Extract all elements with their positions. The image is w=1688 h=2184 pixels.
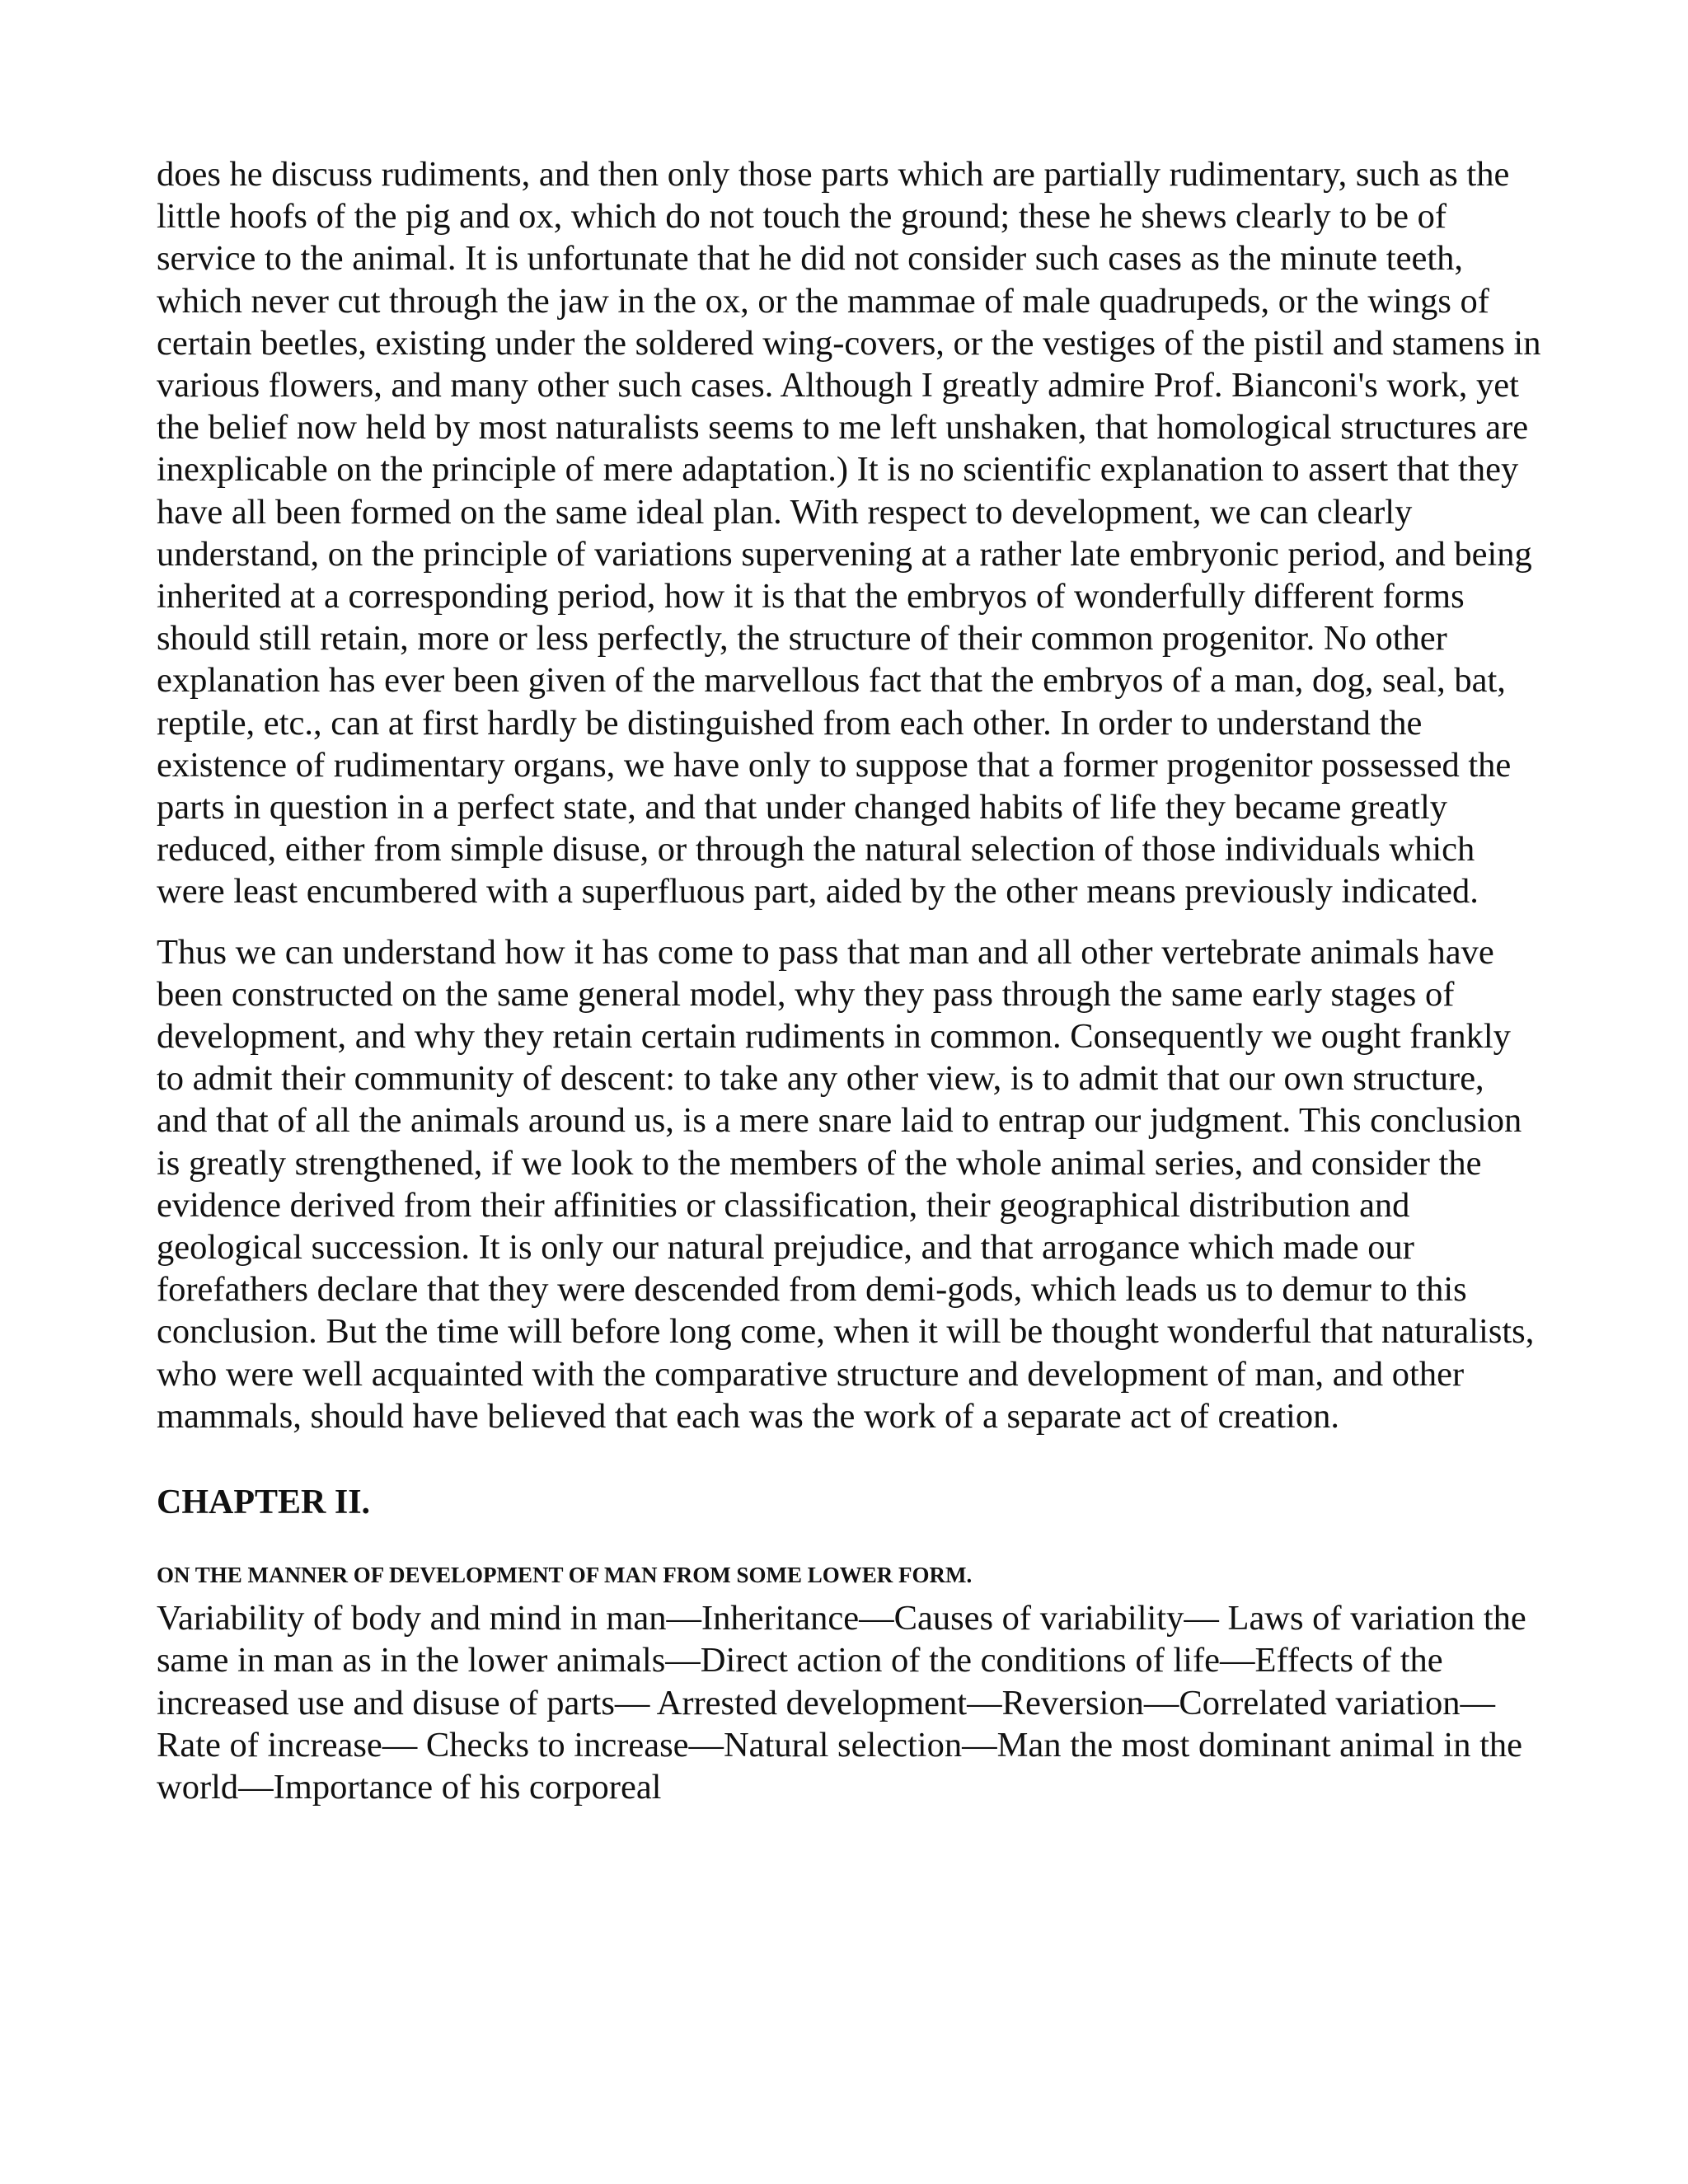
chapter-subtitle: ON THE MANNER OF DEVELOPMENT OF MAN FROM SOME LOWER FORM.: [157, 1563, 973, 1588]
chapter-summary: Variability of body and mind in man—Inheritance—Causes of variability— Laws of variation the same in man as in the lower animals—Direct action of the conditions of life—Effects of the increased use and disuse of parts— Arrested development—Reversion—Correlated variation—Rate of increase— Checks to increase—Natural selection—Man the most dominant animal in the world—Importance of his corporeal: [157, 1599, 1526, 1807]
document-page: [157, 153, 1541, 1826]
body-paragraph-1: does he discuss rudiments, and then only those parts which are partially rudimentary, such as the little hoofs of the pig and ox, which do not touch the ground; these he shews clearly to be of service to the animal. It is unfortunate that he did not consider such cases as the minute teeth, which never cut through the jaw in the ox, or the mammae of male quadrupeds, or the wings of certain beetles, existing under the soldered wing-covers, or the vestiges of the pistil and stamens in various flowers, and many other such cases. Although I greatly admire Prof. Bianconi's work, yet the belief now held by most naturalists seems to me left unshaken, that homological structures are inexplicable on the principle of mere adaptation.) It is no scientific explanation to assert that they have all been formed on the same ideal plan. With respect to development, we can clearly understand, on the principle of variations supervening at a rather late embryonic period, and being inherited at a corresponding period, how it is that the embryos of wonderfully different forms should still retain, more or less perfectly, the structure of their common progenitor. No other explanation has ever been given of the marvellous fact that the embryos of a man, dog, seal, bat, reptile, etc., can at first hardly be distinguished from each other. In order to understand the existence of rudimentary organs, we have only to suppose that a former progenitor possessed the parts in question in a perfect state, and that under changed habits of life they became greatly reduced, either from simple disuse, or through the natural selection of those individuals which were least encumbered with a superfluous part, aided by the other means previously indicated.: [157, 155, 1541, 912]
body-paragraph-2: Thus we can understand how it has come to pass that man and all other vertebrate animals have been constructed on the same general model, why they pass through the same early stages of development, and why they retain certain rudiments in common. Consequently we ought frankly to admit their community of descent: to take any other view, is to admit that our own structure, and that of all the animals around us, is a mere snare laid to entrap our judgment. This conclusion is greatly strengthened, if we look to the members of the whole animal series, and consider the evidence derived from their affinities or classification, their geographical distribution and geological succession. It is only our natural prejudice, and that arrogance which made our forefathers declare that they were descended from demi-gods, which leads us to demur to this conclusion. But the time will before long come, when it will be thought wonderful that naturalists, who were well acquainted with the comparative structure and development of man, and other mammals, should have believed that each was the work of a separate act of creation.: [157, 932, 1535, 1436]
chapter-title: CHAPTER II.: [157, 1483, 371, 1522]
